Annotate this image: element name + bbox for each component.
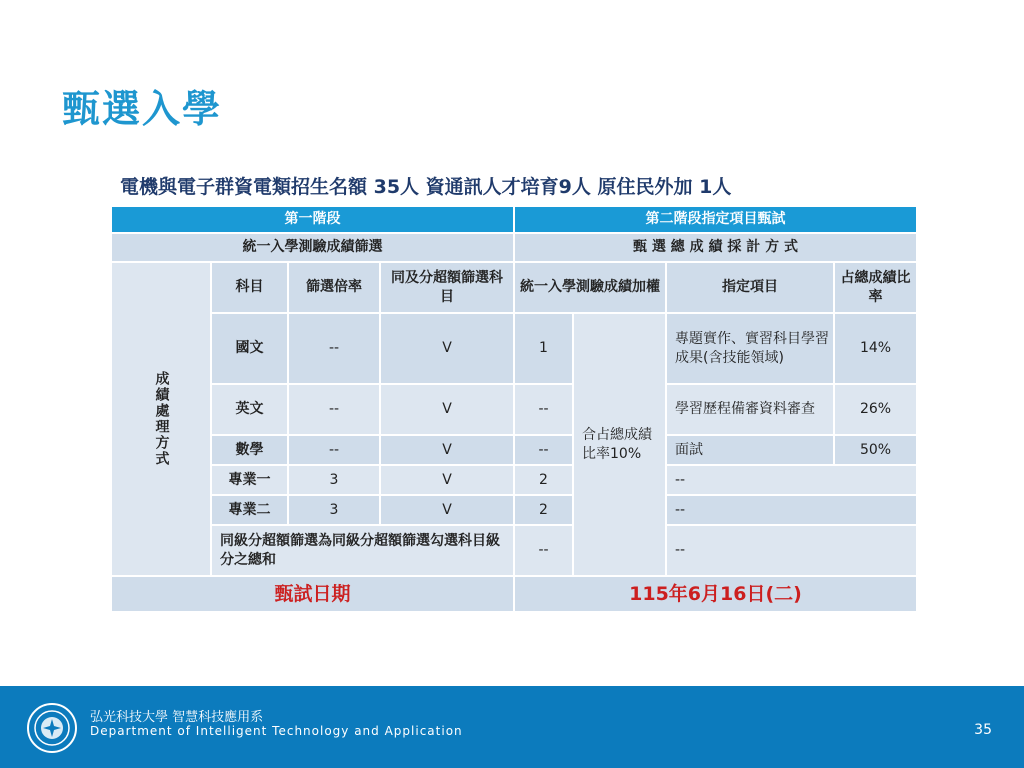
col-percent: 占總成績比率 <box>834 262 917 313</box>
percent-cell: 14% <box>834 313 917 384</box>
school-name: 弘光科技大學 智慧科技應用系 <box>90 710 264 725</box>
col-ratio: 篩選倍率 <box>288 262 380 313</box>
sum-note: 同級分超額篩選為同級分超額篩選勾選科目級分之總和 <box>211 525 514 576</box>
weight-cell: -- <box>514 435 573 465</box>
subject-cell: 國文 <box>211 313 288 384</box>
weight-cell: 2 <box>514 495 573 525</box>
same-cell: V <box>380 384 514 435</box>
ratio-cell: 3 <box>288 465 380 495</box>
subject-cell: 專業二 <box>211 495 288 525</box>
sum-item-cell: -- <box>666 525 917 576</box>
percent-cell: 26% <box>834 384 917 435</box>
same-cell: V <box>380 465 514 495</box>
item-cell: 面試 <box>666 435 834 465</box>
department-name: Department of Intelligent Technology and Application <box>90 724 463 738</box>
col-same-score: 同及分超額篩選科目 <box>380 262 514 313</box>
item-cell: -- <box>666 495 917 525</box>
weight-cell: -- <box>514 384 573 435</box>
percent-cell: 50% <box>834 435 917 465</box>
col-item: 指定項目 <box>666 262 834 313</box>
stage-header-row <box>111 206 917 233</box>
weight-total-cell: 合占總成績比率10% <box>573 313 666 576</box>
stage2-subheader: 甄 選 總 成 績 採 計 方 式 <box>514 233 917 262</box>
same-cell: V <box>380 435 514 465</box>
item-cell: -- <box>666 465 917 495</box>
ratio-cell: -- <box>288 313 380 384</box>
subject-cell: 數學 <box>211 435 288 465</box>
table-row <box>111 495 917 525</box>
column-header-row <box>111 262 917 313</box>
stage-subheader-row <box>111 233 917 262</box>
subject-cell: 專業一 <box>211 465 288 495</box>
table-row <box>111 384 917 435</box>
university-seal-icon <box>26 702 78 754</box>
item-cell: 專題實作、實習科目學習成果(含技能領域) <box>666 313 834 384</box>
stage2-header: 第二階段指定項目甄試 <box>514 206 917 233</box>
ratio-cell: -- <box>288 435 380 465</box>
stage1-subheader: 統一入學測驗成績篩選 <box>111 233 514 262</box>
ratio-cell: -- <box>288 384 380 435</box>
sum-weight-cell: -- <box>514 525 573 576</box>
item-cell: 學習歷程備審資料審查 <box>666 384 834 435</box>
table-row <box>111 313 917 384</box>
footer-bar <box>0 686 1024 768</box>
same-cell: V <box>380 313 514 384</box>
subject-cell: 英文 <box>211 384 288 435</box>
admission-table <box>110 205 918 613</box>
stage1-header: 第一階段 <box>111 206 514 233</box>
weight-cell: 1 <box>514 313 573 384</box>
sum-note-row <box>111 525 917 576</box>
col-weight: 統一入學測驗成績加權 <box>514 262 666 313</box>
enrollment-quota-subtitle: 電機與電子群資電類招生名額 35人 資通訊人才培育9人 原住民外加 1人 <box>120 176 732 198</box>
same-cell: V <box>380 495 514 525</box>
weight-cell: 2 <box>514 465 573 495</box>
score-method-label: 成績處理方式 <box>111 262 211 576</box>
exam-date-label: 甄試日期 <box>111 576 514 612</box>
exam-date-row <box>111 576 917 612</box>
exam-date-value: 115年6月16日(二) <box>514 576 917 612</box>
ratio-cell: 3 <box>288 495 380 525</box>
col-subject: 科目 <box>211 262 288 313</box>
slide-title: 甄選入學 <box>62 87 223 131</box>
table-row <box>111 435 917 465</box>
table-row <box>111 465 917 495</box>
page-number: 35 <box>974 722 992 738</box>
